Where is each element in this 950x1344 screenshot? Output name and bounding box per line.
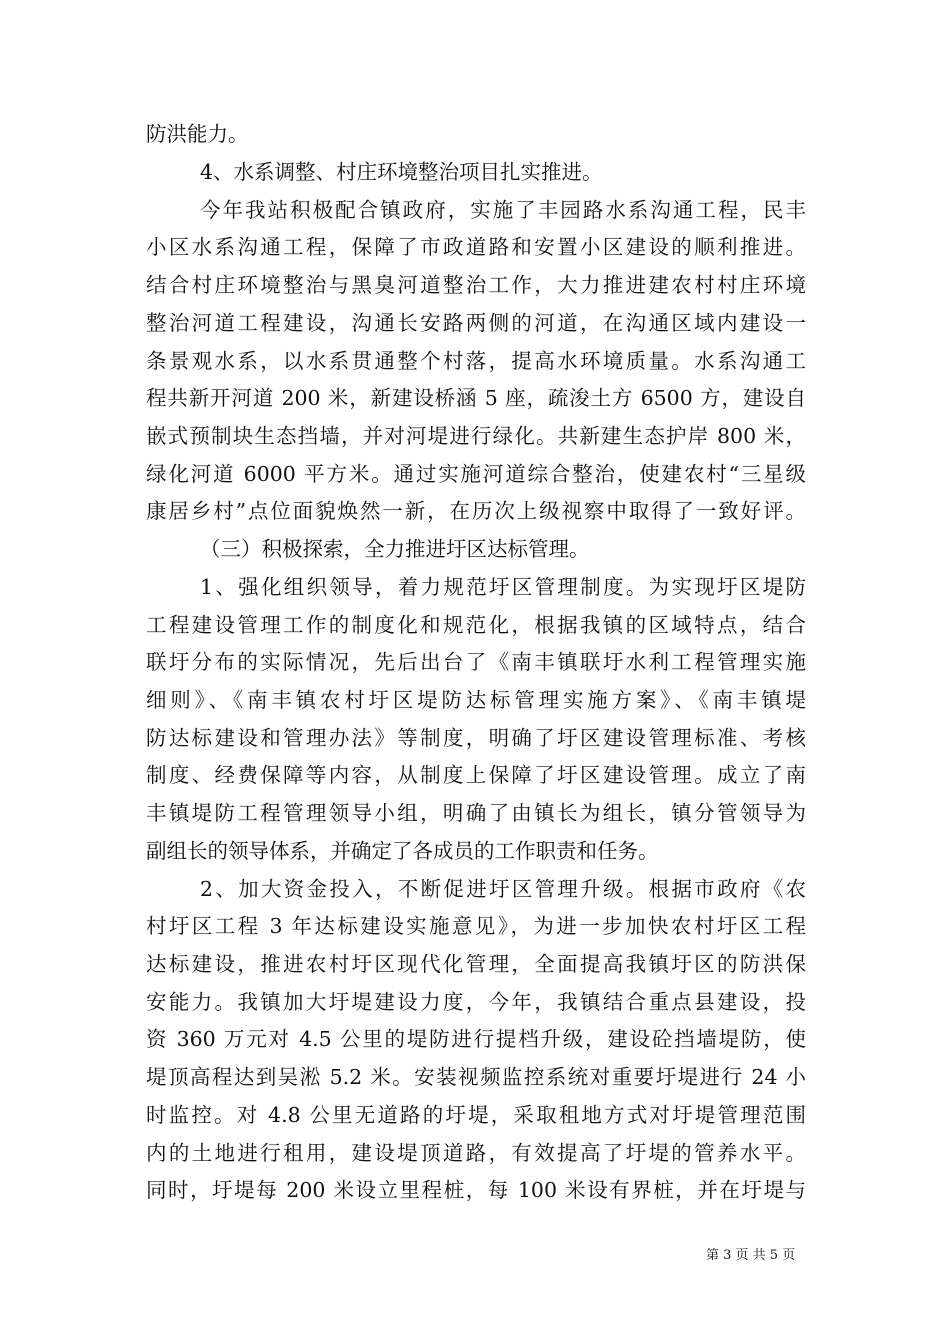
text-line: 副组长的领导体系，并确定了各成员的工作职责和任务。 bbox=[146, 839, 659, 863]
text-line: 条景观水系，以水系贯通整个村落，提高水环境质量。水系沟通工 bbox=[146, 349, 806, 373]
text-line: 2、加大资金投入，不断促进圩区管理升级。根据市政府《农 bbox=[200, 877, 806, 901]
section-heading: 4、水系调整、村庄环境整治项目扎实推进。 bbox=[200, 160, 603, 184]
text-line: 结合村庄环境整治与黑臭河道整治工作，大力推进建农村村庄环境 bbox=[146, 273, 806, 297]
text-line: 达标建设，推进农村圩区现代化管理，全面提高我镇圩区的防洪保 bbox=[146, 952, 806, 976]
text-line: 时监控。对 4.8 公里无道路的圩堤，采取租地方式对圩堤管理范围 bbox=[146, 1103, 806, 1127]
text-line: 安能力。我镇加大圩堤建设力度，今年，我镇结合重点县建设，投 bbox=[146, 990, 806, 1014]
text-line: 绿化河道 6000 平方米。通过实施河道综合整治，使建农村“三星级 bbox=[146, 462, 806, 486]
text-line: 资 360 万元对 4.5 公里的堤防进行提档升级，建设砼挡墙堤防，使 bbox=[146, 1027, 806, 1051]
page-number: 第 3 页 共 5 页 bbox=[706, 1248, 796, 1263]
text-line: 丰镇堤防工程管理领导小组，明确了由镇长为组长，镇分管领导为 bbox=[146, 801, 806, 825]
text-line: 村圩区工程 3 年达标建设实施意见》，为进一步加快农村圩区工程 bbox=[146, 914, 806, 938]
text-line: 工程建设管理工作的制度化和规范化，根据我镇的区域特点，结合 bbox=[146, 613, 806, 637]
text-line: 今年我站积极配合镇政府，实施了丰园路水系沟通工程，民丰 bbox=[200, 198, 806, 222]
text-line: 防洪能力。 bbox=[146, 122, 249, 146]
section-heading: （三）积极探索，全力推进圩区达标管理。 bbox=[200, 537, 590, 561]
text-line: 制度、经费保障等内容，从制度上保障了圩区建设管理。成立了南 bbox=[146, 763, 806, 787]
text-line: 堤顶高程达到吴淞 5.2 米。安装视频监控系统对重要圩堤进行 24 小 bbox=[146, 1065, 806, 1089]
text-line: 细则》、《南丰镇农村圩区堤防达标管理实施方案》、《南丰镇堤 bbox=[146, 688, 806, 712]
text-line: 程共新开河道 200 米，新建设桥涵 5 座，疏浚土方 6500 方，建设自 bbox=[146, 386, 806, 410]
text-line: 整治河道工程建设，沟通长安路两侧的河道，在沟通区域内建设一 bbox=[146, 311, 806, 335]
text-line: 防达标建设和管理办法》等制度，明确了圩区建设管理标准、考核 bbox=[146, 726, 806, 750]
text-line: 联圩分布的实际情况，先后出台了《南丰镇联圩水利工程管理实施 bbox=[146, 650, 806, 674]
text-line: 内的土地进行租用，建设堤顶道路，有效提高了圩堤的管养水平。 bbox=[146, 1141, 806, 1165]
text-line: 同时，圩堤每 200 米设立里程桩，每 100 米设有界桩，并在圩堤与 bbox=[146, 1178, 806, 1202]
text-line: 小区水系沟通工程，保障了市政道路和安置小区建设的顺利推进。 bbox=[146, 235, 806, 259]
text-line: 康居乡村”点位面貌焕然一新，在历次上级视察中取得了一致好评。 bbox=[146, 499, 806, 523]
text-line: 嵌式预制块生态挡墙，并对河堤进行绿化。共新建生态护岸 800 米， bbox=[146, 424, 806, 448]
text-line: 1、强化组织领导，着力规范圩区管理制度。为实现圩区堤防 bbox=[200, 575, 806, 599]
